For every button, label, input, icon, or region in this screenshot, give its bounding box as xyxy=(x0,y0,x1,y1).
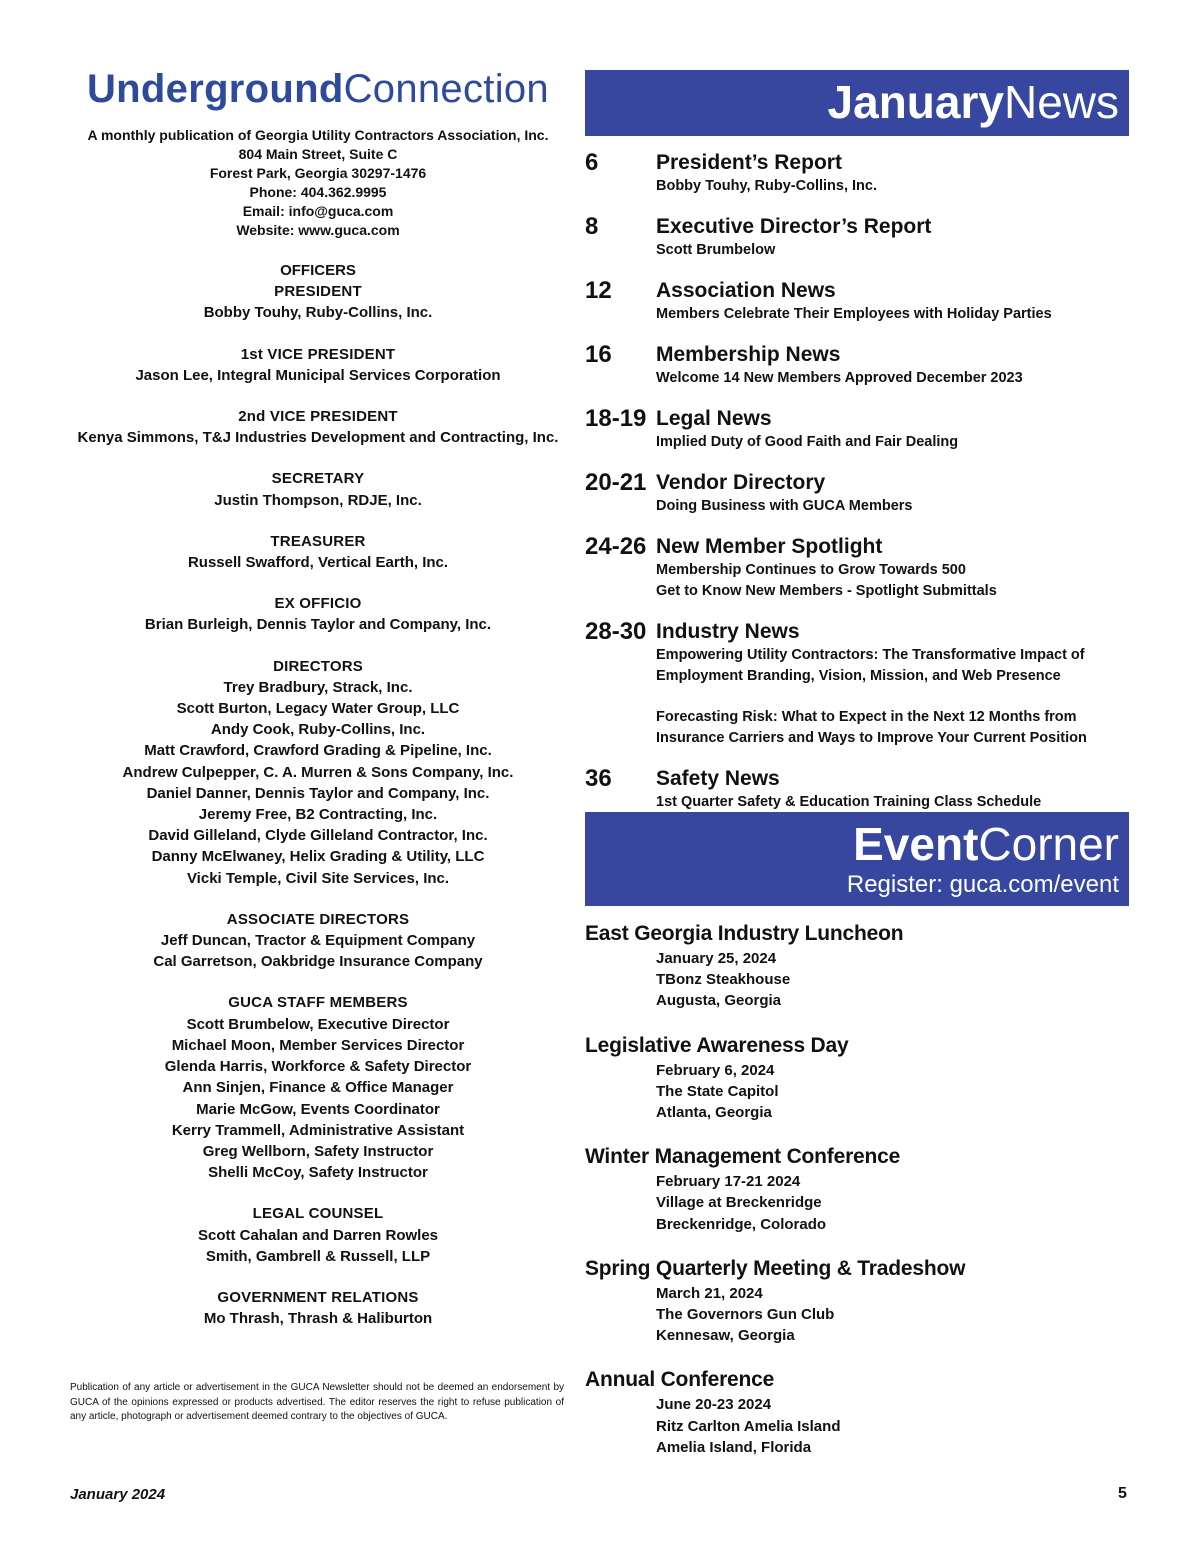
event-register-link[interactable]: Register: guca.com/event xyxy=(846,871,1119,898)
toc-item[interactable] xyxy=(585,406,1130,453)
member-name: Michael Moon, Member Services Director xyxy=(171,1036,465,1054)
publication-info xyxy=(68,126,568,240)
toc-subtitle: Empowering Utility Contractors: The Transformative Impact of Employment Branding, Vision, Mission, and Web Presence xyxy=(656,647,1085,684)
officer-group xyxy=(68,1203,568,1267)
toc-body xyxy=(656,278,1130,325)
toc-subtitle: Scott Brumbelow xyxy=(656,242,776,258)
event-detail-line: January 25, 2024 xyxy=(656,950,777,967)
member-name: Kerry Trammell, Administrative Assistant xyxy=(171,1121,465,1139)
event-item xyxy=(585,1143,1130,1235)
toc-title: Executive Director’s Report xyxy=(656,215,932,238)
toc-page-number: 24-26 xyxy=(585,533,647,560)
footer-date: January 2024 xyxy=(70,1486,166,1503)
member-name: Andrew Culpepper, C. A. Murren & Sons Company, Inc. xyxy=(122,763,514,781)
toc-page-number: 36 xyxy=(585,765,612,792)
event-title: Legislative Awareness Day xyxy=(585,1033,849,1057)
group-heading: SECRETARY xyxy=(271,470,365,488)
toc-body xyxy=(656,342,1130,389)
member-name: Shelli McCoy, Safety Instructor xyxy=(208,1164,428,1182)
event-detail-line: The State Capitol xyxy=(656,1082,779,1100)
event-item xyxy=(585,1032,1130,1124)
january-news-title xyxy=(828,74,1119,130)
masthead-regular: Connection xyxy=(343,67,549,111)
member-name: Scott Brumbelow, Executive Director xyxy=(186,1015,450,1033)
officer-group xyxy=(68,344,568,386)
event-detail-line: Amelia Island, Florida xyxy=(656,1438,812,1456)
event-title: Winter Management Conference xyxy=(585,1145,901,1169)
member-name: Glenda Harris, Workforce & Safety Director xyxy=(164,1058,472,1076)
member-name: Jason Lee, Integral Municipal Services Corporation xyxy=(135,366,501,384)
toc-page-number: 6 xyxy=(585,149,599,176)
toc-page-number: 28-30 xyxy=(585,618,647,645)
toc-page-number: 8 xyxy=(585,213,599,240)
table-of-contents xyxy=(585,150,1130,830)
member-name: Kenya Simmons, T&J Industries Development and Contracting, Inc. xyxy=(77,429,559,447)
news-banner-bold: January xyxy=(827,76,1004,128)
toc-item[interactable] xyxy=(585,534,1130,602)
toc-page-number: 12 xyxy=(585,277,612,304)
member-name: Andy Cook, Ruby-Collins, Inc. xyxy=(210,721,426,739)
toc-item[interactable] xyxy=(585,342,1130,389)
event-detail-line: TBonz Steakhouse xyxy=(656,971,791,989)
member-name: Brian Burleigh, Dennis Taylor and Company, Inc. xyxy=(144,616,492,634)
event-corner-banner xyxy=(585,812,1129,906)
toc-title: Legal News xyxy=(656,407,772,430)
publication-line: Forest Park, Georgia 30297-1476 xyxy=(209,165,427,181)
toc-title: President’s Report xyxy=(656,151,842,174)
member-name: Justin Thompson, RDJE, Inc. xyxy=(214,491,422,509)
event-detail-line: June 20-23 2024 xyxy=(656,1396,772,1414)
member-name: Vicki Temple, Civil Site Services, Inc. xyxy=(186,869,450,887)
toc-title: Association News xyxy=(656,279,836,302)
event-list xyxy=(585,920,1130,1478)
member-name: Scott Burton, Legacy Water Group, LLC xyxy=(176,700,460,718)
toc-item[interactable] xyxy=(585,214,1130,261)
event-banner-regular: Corner xyxy=(978,818,1119,870)
group-heading: ASSOCIATE DIRECTORS xyxy=(226,910,410,928)
toc-subtitle: Membership Continues to Grow Towards 500 Get to Know New Members - Spotlight Submittals xyxy=(656,562,997,599)
event-detail-line: The Governors Gun Club xyxy=(656,1306,835,1324)
member-name: Trey Bradbury, Strack, Inc. xyxy=(223,678,413,696)
publication-line: Email: info@guca.com xyxy=(242,203,394,219)
group-heading: TREASURER xyxy=(270,532,366,550)
toc-body xyxy=(656,406,1130,453)
toc-subtitle: Doing Business with GUCA Members xyxy=(656,498,913,514)
officer-group xyxy=(68,531,568,573)
officer-group xyxy=(68,1287,568,1329)
toc-body xyxy=(656,470,1130,517)
officer-group xyxy=(68,992,568,1183)
event-title: Annual Conference xyxy=(585,1368,775,1392)
officer-groups xyxy=(68,281,568,1329)
event-details xyxy=(585,948,1130,1012)
event-details xyxy=(585,1171,1130,1235)
officer-group xyxy=(68,468,568,510)
toc-subtitle: Bobby Touhy, Ruby-Collins, Inc. xyxy=(656,178,877,194)
officer-group xyxy=(68,909,568,973)
event-detail-line: March 21, 2024 xyxy=(656,1284,763,1302)
member-name: Jeff Duncan, Tractor & Equipment Company xyxy=(160,932,476,950)
toc-page-number: 18-19 xyxy=(585,405,647,432)
event-details xyxy=(585,1060,1130,1124)
event-item xyxy=(585,920,1130,1012)
group-heading: DIRECTORS xyxy=(273,657,363,675)
toc-title: New Member Spotlight xyxy=(656,535,883,558)
member-name: Russell Swafford, Vertical Earth, Inc. xyxy=(187,554,449,572)
toc-item[interactable] xyxy=(585,278,1130,325)
event-detail-line: Kennesaw, Georgia xyxy=(656,1327,795,1345)
member-name: Ann Sinjen, Finance & Office Manager xyxy=(182,1079,454,1097)
toc-title: Industry News xyxy=(656,620,800,643)
toc-body xyxy=(656,619,1130,749)
toc-item[interactable] xyxy=(585,470,1130,517)
toc-subtitle: 1st Quarter Safety & Education Training Class Schedule xyxy=(656,794,1042,810)
event-detail-line: Augusta, Georgia xyxy=(656,992,782,1010)
toc-subtitle: Members Celebrate Their Employees with Holiday Parties xyxy=(656,306,1052,322)
toc-body xyxy=(656,766,1130,813)
toc-title: Membership News xyxy=(656,343,841,366)
member-name: Cal Garretson, Oakbridge Insurance Company xyxy=(153,953,483,971)
group-heading: 1st VICE PRESIDENT xyxy=(240,345,396,363)
toc-subtitle: Forecasting Risk: What to Expect in the Next 12 Months from Insurance Carriers and Ways to Improve Your Current Position xyxy=(656,709,1087,746)
toc-subtitle: Implied Duty of Good Faith and Fair Dealing xyxy=(656,434,959,450)
toc-title: Safety News xyxy=(656,767,780,790)
event-item xyxy=(585,1366,1130,1458)
left-column xyxy=(68,62,568,1329)
member-name: Daniel Danner, Dennis Taylor and Company, Inc. xyxy=(146,784,490,802)
event-detail-line: February 6, 2024 xyxy=(656,1061,775,1079)
publication-line: Website: www.guca.com xyxy=(236,222,400,238)
member-name: Matt Crawford, Crawford Grading & Pipeline, Inc. xyxy=(144,742,492,760)
toc-title: Vendor Directory xyxy=(656,471,826,494)
toc-item[interactable] xyxy=(585,150,1130,197)
event-corner-title xyxy=(853,816,1119,872)
group-heading: GOVERNMENT RELATIONS xyxy=(217,1288,419,1306)
officer-group xyxy=(68,281,568,323)
toc-page-number: 20-21 xyxy=(585,469,647,496)
event-detail-line: February 17-21 2024 xyxy=(656,1173,801,1191)
event-detail-line: Ritz Carlton Amelia Island xyxy=(656,1417,841,1435)
group-heading: PRESIDENT xyxy=(274,283,362,301)
event-title: Spring Quarterly Meeting & Tradeshow xyxy=(585,1256,966,1280)
member-name: Smith, Gambrell & Russell, LLP xyxy=(205,1247,431,1265)
event-details xyxy=(585,1283,1130,1347)
member-name: Mo Thrash, Thrash & Haliburton xyxy=(203,1310,433,1328)
toc-body xyxy=(656,534,1130,602)
event-details xyxy=(585,1394,1130,1458)
member-name: Jeremy Free, B2 Contracting, Inc. xyxy=(198,806,438,824)
group-heading: 2nd VICE PRESIDENT xyxy=(238,408,398,426)
group-heading: LEGAL COUNSEL xyxy=(252,1205,384,1223)
member-name: Marie McGow, Events Coordinator xyxy=(196,1100,440,1118)
toc-body xyxy=(656,150,1130,197)
group-heading: GUCA STAFF MEMBERS xyxy=(228,994,408,1012)
event-detail-line: Atlanta, Georgia xyxy=(656,1104,772,1122)
january-news-banner xyxy=(585,70,1129,136)
toc-page-number: 16 xyxy=(585,341,612,368)
toc-item[interactable] xyxy=(585,766,1130,813)
event-detail-line: Breckenridge, Colorado xyxy=(656,1215,827,1233)
member-name: David Gilleland, Clyde Gilleland Contractor, Inc. xyxy=(148,827,488,845)
event-detail-line: Village at Breckenridge xyxy=(656,1194,822,1212)
member-name: Greg Wellborn, Safety Instructor xyxy=(202,1142,434,1160)
event-item xyxy=(585,1255,1130,1347)
officers-heading: OFFICERS xyxy=(280,262,356,279)
page-number: 5 xyxy=(1118,1485,1127,1502)
publication-line: 804 Main Street, Suite C xyxy=(238,146,398,162)
member-name: Danny McElwaney, Helix Grading & Utility, LLC xyxy=(151,848,485,866)
masthead xyxy=(68,62,568,116)
disclaimer: Publication of any article or advertisement in the GUCA Newsletter should not be deemed an endorsement by GUCA of the opinions expressed or products advertised. The editor reserves the right to refuse publication of any article, photograph or advertisement deemed contrary to the objectives of GUCA. xyxy=(70,1382,564,1422)
member-name: Scott Cahalan and Darren Rowles xyxy=(197,1226,439,1244)
officer-group xyxy=(68,593,568,635)
officer-group xyxy=(68,656,568,889)
publication-line: Phone: 404.362.9995 xyxy=(249,184,387,200)
news-banner-regular: News xyxy=(1003,76,1119,128)
member-name: Bobby Touhy, Ruby-Collins, Inc. xyxy=(203,304,433,322)
publication-line: A monthly publication of Georgia Utility Contractors Association, Inc. xyxy=(87,127,549,143)
officer-group xyxy=(68,406,568,448)
masthead-bold: Underground xyxy=(87,67,344,111)
group-heading: EX OFFICIO xyxy=(274,595,362,613)
toc-item[interactable] xyxy=(585,619,1130,749)
event-banner-bold: Event xyxy=(853,818,979,870)
event-title: East Georgia Industry Luncheon xyxy=(585,922,904,945)
toc-body xyxy=(656,214,1130,261)
toc-subtitle: Welcome 14 New Members Approved December 2023 xyxy=(656,370,1023,386)
